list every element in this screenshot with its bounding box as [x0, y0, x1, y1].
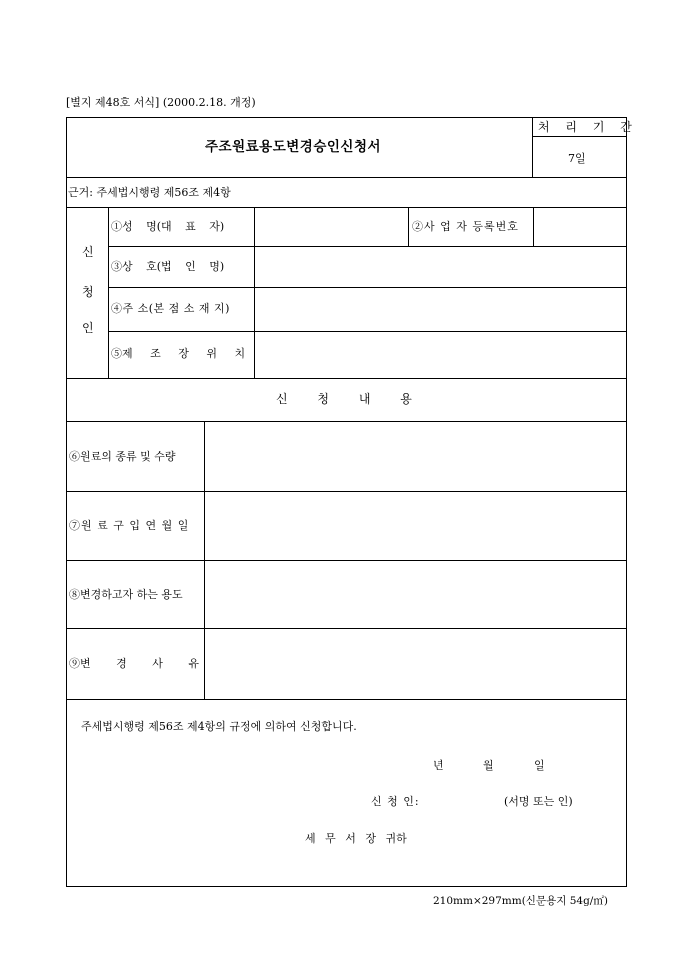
applicant-section-char-2: 청	[82, 285, 94, 299]
processing-period-value: 7일	[568, 152, 586, 165]
legal-basis: 근거: 주세법시행령 제56조 제4항	[68, 186, 231, 199]
trade-name-label: ③상 호(법 인 명)	[111, 260, 225, 273]
divider	[532, 136, 627, 137]
year-label: 년	[433, 759, 444, 772]
divider	[408, 207, 409, 246]
material-field[interactable]	[205, 422, 626, 490]
material-label: ⑥원료의 종류 및 수량	[69, 450, 176, 463]
intended-use-label: ⑧변경하고자 하는 용도	[69, 588, 183, 601]
name-field[interactable]	[255, 208, 407, 245]
trade-name-field[interactable]	[255, 247, 626, 286]
divider	[66, 699, 627, 700]
declaration-text: 주세법시행령 제56조 제4항의 규정에 의하여 신청합니다.	[81, 720, 357, 733]
addressee: 세 무 서 장 귀하	[305, 832, 407, 845]
applicant-sign-field[interactable]	[428, 792, 500, 810]
form-number: [별지 제48호 서식] (2000.2.18. 개정)	[66, 96, 256, 109]
applicant-sign-label: 신 청 인:	[371, 795, 420, 808]
form-title: 주조원료용도변경승인신청서	[205, 139, 382, 155]
content-section-title: 신 청 내 용	[276, 392, 412, 406]
day-label: 일	[534, 759, 545, 772]
month-label: 월	[483, 759, 494, 772]
processing-period-label: 처 리 기 간	[538, 120, 638, 134]
divider	[66, 378, 627, 379]
biz-reg-label: ②사 업 자 등록번호	[412, 220, 519, 233]
divider	[108, 207, 109, 378]
divider	[66, 177, 627, 178]
signature-label: (서명 또는 인)	[504, 795, 573, 808]
factory-location-label: ⑤제 조 장 위 치	[111, 347, 246, 360]
name-label: ①성 명(대 표 자)	[111, 220, 225, 233]
biz-reg-field[interactable]	[534, 208, 626, 245]
address-field[interactable]	[255, 288, 626, 330]
reason-field[interactable]	[205, 629, 626, 698]
intended-use-field[interactable]	[205, 561, 626, 627]
applicant-section-char-1: 신	[82, 245, 94, 259]
applicant-section-char-3: 인	[82, 321, 94, 335]
divider	[532, 117, 533, 177]
paper-spec: 210mm×297mm(신문용지 54g/㎡)	[433, 895, 608, 907]
purchase-date-label: ⑦원 료 구 입 연 월 일	[69, 519, 190, 532]
factory-location-field[interactable]	[255, 332, 626, 377]
reason-label: ⑨변 경 사 유	[69, 657, 199, 670]
address-label: ④주 소(본 점 소 재 지)	[111, 302, 230, 315]
purchase-date-field[interactable]	[205, 492, 626, 559]
